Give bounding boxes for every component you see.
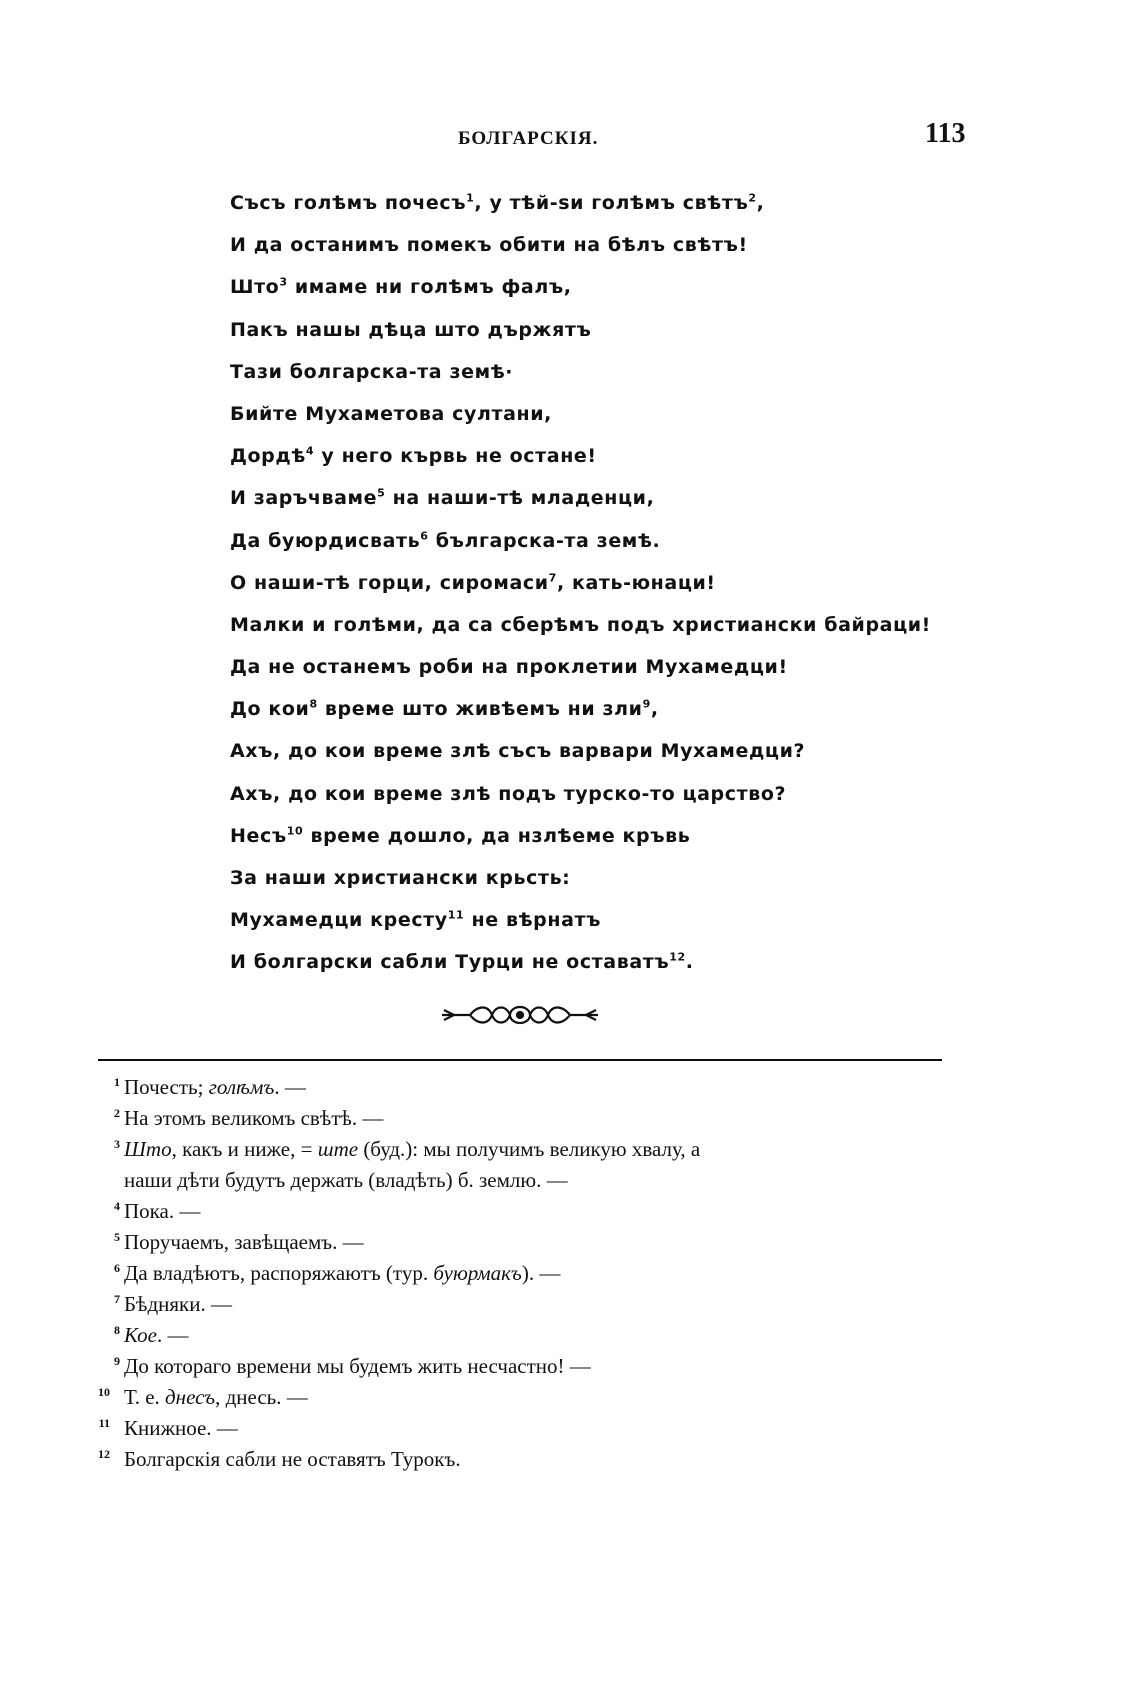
poem-text: Мухамедци кресту	[230, 909, 448, 932]
footnote-text: До котораго времени мы будемъ жить несчастно! —	[124, 1354, 591, 1378]
poem	[230, 182, 950, 984]
poem-text: не вѣрнатъ	[464, 909, 601, 932]
footnote-number: 11	[98, 1416, 110, 1430]
poem-text: , у тѣй-ѕи голѣмъ свѣтъ	[474, 192, 749, 214]
poem-text: ,	[650, 698, 659, 721]
poem-line	[230, 477, 950, 519]
footnote	[82, 1289, 962, 1320]
ornament-divider-icon	[440, 1000, 600, 1030]
footnote	[82, 1072, 962, 1103]
footnote-text: , днесь. —	[215, 1385, 308, 1409]
page-number: 113	[925, 118, 966, 149]
footnote-text: . —	[274, 1075, 306, 1099]
poem-line	[230, 351, 950, 393]
footnote	[82, 1382, 962, 1413]
footnote-number: 4	[114, 1199, 120, 1213]
footnote-text: (буд.): мы получимъ великую хвалу, а	[358, 1137, 701, 1161]
footnote-marker: 10	[286, 824, 304, 838]
footnotes	[82, 1072, 962, 1475]
poem-text: За наши христиански крьсть:	[230, 867, 571, 889]
poem-text: И заръчваме	[230, 487, 378, 510]
poem-text: Што	[230, 276, 280, 299]
footnote	[82, 1258, 962, 1289]
footnote-number: 1	[114, 1075, 120, 1089]
footnote-marker: 3	[279, 276, 288, 290]
poem-text: на наши-тѣ младенци,	[385, 487, 655, 510]
poem-text: И болгарски сабли Турци не оставатъ	[230, 951, 670, 974]
footnote-text: днесъ	[165, 1385, 216, 1409]
poem-text: ,	[756, 192, 765, 214]
poem-line	[230, 182, 950, 224]
poem-line	[230, 562, 950, 604]
footnote-marker: 12	[669, 951, 686, 965]
footnote-text: Кое	[124, 1323, 157, 1347]
footnote-marker: 5	[377, 486, 386, 500]
poem-line	[230, 773, 950, 815]
footnote-marker: 2	[748, 191, 757, 205]
poem-text: Несъ	[230, 824, 287, 847]
footnote-number: 8	[114, 1323, 120, 1337]
footnote-text: Пока. —	[124, 1199, 201, 1223]
poem-line	[230, 224, 950, 266]
poem-text: българска-та земѣ.	[428, 529, 661, 552]
footnote	[82, 1444, 962, 1475]
footnote-text: , какъ и ниже, =	[171, 1137, 318, 1161]
footnote-marker: 1	[466, 191, 475, 205]
poem-line	[230, 857, 950, 899]
footnote-text: Бѣдняки. —	[124, 1292, 232, 1316]
footnote-number: 12	[98, 1447, 110, 1461]
poem-text: Съсъ голѣмъ почесъ	[230, 192, 467, 214]
poem-text: Тази болгарска-та земѣ·	[230, 360, 514, 383]
footnote-text: ште	[317, 1137, 359, 1161]
footnote-text: голѣмъ	[208, 1075, 275, 1099]
poem-text: Да не останемъ роби на проклетии Мухамедци!	[230, 656, 788, 679]
poem-text: , кать-юнаци!	[556, 571, 716, 594]
footnote-text: На этомъ великомъ свѣтѣ. —	[124, 1106, 384, 1130]
footnote	[82, 1196, 962, 1227]
footnote-text: Да владѣютъ, распоряжаютъ (тур.	[124, 1261, 434, 1285]
poem-line	[230, 309, 950, 351]
poem-line	[230, 688, 950, 730]
footnote-text: Што	[124, 1137, 172, 1161]
poem-line	[230, 815, 950, 857]
footnote-marker: 9	[642, 697, 651, 711]
poem-text: Пакъ нашы дѣца што държятъ	[230, 318, 592, 341]
footnote	[82, 1227, 962, 1258]
poem-line	[230, 520, 950, 562]
footnote-number: 2	[114, 1106, 120, 1120]
poem-line	[230, 941, 950, 983]
poem-line	[230, 266, 950, 308]
footnote-marker: 8	[309, 697, 318, 711]
footnote-rule	[98, 1059, 942, 1061]
poem-line	[230, 646, 950, 688]
poem-text: време дошло, да нзлѣеме кръвь	[303, 824, 691, 847]
poem-text: имаме ни голѣмъ фалъ,	[287, 276, 572, 299]
poem-text: Ахъ, до кои време злѣ съсъ варвари Мухамедци?	[230, 740, 806, 763]
footnote-text: Книжное. —	[124, 1416, 238, 1440]
footnote-text: . —	[156, 1323, 189, 1347]
footnote-number: 9	[114, 1354, 120, 1368]
footnote-number: 10	[98, 1385, 110, 1399]
poem-text: До кои	[230, 698, 310, 721]
running-head: БОЛГАРСКІЯ.	[458, 128, 599, 149]
footnote	[82, 1320, 962, 1351]
footnote-text: Болгарскія сабли не оставятъ Турокъ.	[124, 1447, 461, 1471]
footnote	[82, 1351, 962, 1382]
poem-text: О наши-тѣ горци, сиромаси	[230, 571, 549, 594]
poem-line	[230, 393, 950, 435]
poem-text: .	[685, 951, 694, 974]
footnote-marker: 6	[420, 529, 429, 543]
poem-text: Бийте Мухаметова султани,	[230, 402, 552, 425]
footnote-number: 6	[114, 1261, 120, 1275]
poem-line	[230, 604, 950, 646]
footnote-text: Почесть;	[124, 1075, 209, 1099]
poem-text: Дордѣ	[230, 445, 306, 468]
footnote	[82, 1413, 962, 1444]
poem-line	[230, 899, 950, 941]
footnote-marker: 11	[447, 908, 465, 922]
footnote-number: 7	[114, 1292, 120, 1306]
poem-text: И да останимъ помекъ обити на бѣлъ свѣтъ!	[230, 234, 748, 257]
footnote-continuation: наши дѣти будутъ держать (владѣть) б. землю. —	[124, 1168, 568, 1192]
poem-line	[230, 730, 950, 772]
footnote-marker: 7	[548, 571, 557, 585]
poem-text: Малки и голѣми, да са сберѣмъ подъ христиански байраци!	[230, 613, 931, 636]
footnote-number: 5	[114, 1230, 120, 1244]
footnote-text: ). —	[521, 1261, 561, 1285]
poem-text: у него кървь не остане!	[314, 445, 597, 468]
poem-text: Ахъ, до кои време злѣ подъ турско-то царство?	[230, 782, 787, 805]
footnote-text: Т. е.	[124, 1385, 166, 1409]
footnote-marker: 4	[305, 444, 315, 458]
poem-text: време што живѣемъ ни зли	[317, 698, 643, 721]
poem-line	[230, 435, 950, 477]
footnote-text: Поручаемъ, завѣщаемъ. —	[124, 1230, 364, 1254]
footnote	[82, 1103, 962, 1134]
footnote	[82, 1134, 962, 1165]
footnote-number: 3	[114, 1137, 120, 1151]
poem-text: Да буюрдисвать	[230, 529, 421, 552]
footnote-text: буюрмакъ	[433, 1261, 522, 1285]
